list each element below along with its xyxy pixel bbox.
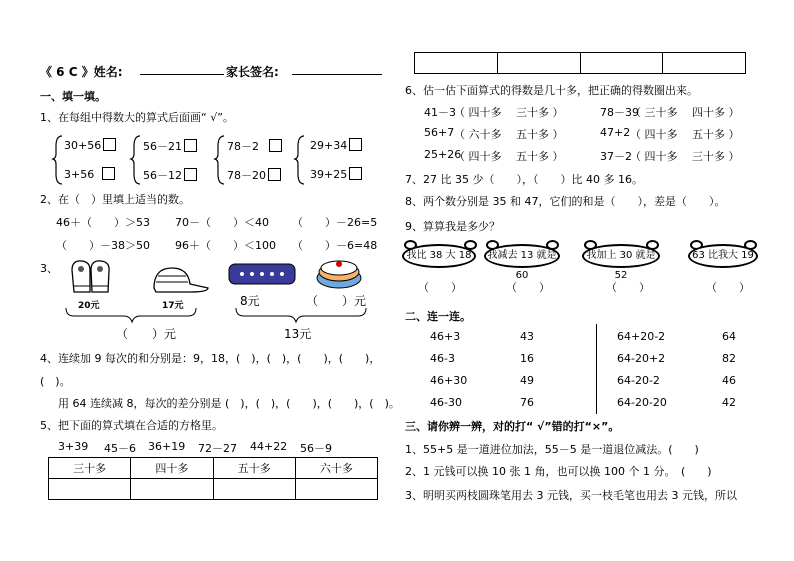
q9-text: 9、算算我是多少？	[405, 220, 500, 233]
q2-item[interactable]: （ ）－26=5	[292, 216, 378, 229]
q1-expr: 78－20	[227, 167, 281, 183]
q6-choices[interactable]: （ 四十多 三十多 ）	[454, 106, 564, 119]
q6-text: 6、估一估下面算式的得数是几十多，把正确的得数圈出来。	[405, 84, 698, 97]
gloves-price: 20元	[78, 301, 100, 311]
q6-choices[interactable]: （ 四十多 五十多 ）	[630, 128, 740, 141]
q6-expr: 56+7	[424, 126, 455, 139]
match-right-value[interactable]: 46	[722, 374, 736, 387]
judge-3[interactable]: 3、明明买两枝圆珠笔用去 3 元钱，买一枝毛笔也用去 3 元钱，所以	[405, 489, 737, 502]
q1-text: 1、在每组中得数大的算式后面画“ √”。	[40, 111, 234, 124]
q6-choices[interactable]: （ 四十多 五十多 ）	[454, 150, 564, 163]
q5-cell[interactable]	[213, 479, 295, 500]
cake-price[interactable]: （ ）元	[306, 294, 367, 308]
q5-table	[48, 457, 378, 500]
pencil-box-price: 8元	[240, 294, 260, 308]
q6-expr: 41－3	[424, 106, 456, 119]
match-left-expr[interactable]: 46+3	[430, 330, 461, 343]
q5-head: 四十多	[131, 458, 213, 479]
q1-expr: 78－2	[227, 138, 282, 154]
match-divider	[596, 324, 597, 414]
q2-item[interactable]: （ ）－6=48	[292, 239, 378, 252]
q6-expr: 78－39	[600, 106, 639, 119]
match-right-value[interactable]: 42	[722, 396, 736, 409]
q5-cell[interactable]	[295, 479, 377, 500]
q5-expr: 72－27	[198, 442, 237, 455]
score-cell[interactable]	[663, 53, 746, 74]
q9-oval: 63 比我大 19	[688, 244, 758, 268]
match-left-value[interactable]: 43	[520, 330, 534, 343]
q6-expr: 47+2	[600, 126, 631, 139]
q9-answer[interactable]: （ ）	[706, 281, 750, 294]
gloves-icon	[66, 256, 116, 296]
q3-total-braces	[64, 306, 384, 326]
match-right-value[interactable]: 82	[722, 352, 736, 365]
q1-expr: 56－12	[143, 167, 197, 183]
judge-1[interactable]: 1、55+5 是一道进位加法，55－5 是一道退位减法。( )	[405, 443, 699, 456]
q6-expr: 37－2	[600, 150, 632, 163]
cake-icon	[314, 256, 364, 290]
q5-cell[interactable]	[131, 479, 213, 500]
cap-price: 17元	[162, 301, 184, 311]
q6-choices[interactable]: （ 六十多 五十多 ）	[454, 128, 564, 141]
q9-answer[interactable]: （ ）	[418, 281, 462, 294]
cap-icon	[150, 264, 212, 296]
q9-oval: 我比 38 大 18	[402, 244, 476, 268]
answer-box[interactable]	[349, 167, 362, 180]
score-cell[interactable]	[415, 53, 498, 74]
answer-box[interactable]	[103, 138, 116, 151]
match-left-value[interactable]: 16	[520, 352, 534, 365]
match-right-expr[interactable]: 64-20-2	[617, 374, 660, 387]
header	[40, 63, 123, 80]
match-left-expr[interactable]: 46+30	[430, 374, 468, 387]
name-label: 姓名:	[93, 65, 123, 79]
match-right-expr[interactable]: 64-20+2	[617, 352, 666, 365]
q5-text: 5、把下面的算式填在合适的方格里。	[40, 419, 223, 432]
q5-head: 六十多	[295, 458, 377, 479]
q1-expr: 56－21	[143, 138, 197, 154]
section-2-title: 二、连一连。	[405, 310, 471, 323]
q9-answer[interactable]: （ ）	[606, 281, 650, 294]
judge-2[interactable]: 2、1 元钱可以换 10 张 1 角，也可以换 100 个 1 分。 ( )	[405, 465, 712, 478]
match-right-value[interactable]: 64	[722, 330, 736, 343]
match-left-value[interactable]: 49	[520, 374, 534, 387]
q4-line3: 用 64 连续减 8，每次的差分别是 ( )，( )，( )，( )，( )。	[58, 397, 400, 410]
q5-head: 五十多	[213, 458, 295, 479]
score-table	[414, 52, 746, 74]
score-cell[interactable]	[580, 53, 663, 74]
q1-expr: 3+56	[64, 167, 115, 181]
answer-box[interactable]	[184, 139, 197, 152]
match-left-value[interactable]: 76	[520, 396, 534, 409]
score-cell[interactable]	[497, 53, 580, 74]
match-left-expr[interactable]: 46-30	[430, 396, 462, 409]
match-right-expr[interactable]: 64-20-20	[617, 396, 667, 409]
q5-head: 三十多	[49, 458, 131, 479]
q5-expr: 44+22	[250, 440, 288, 453]
q3-total-left[interactable]: （ ）元	[116, 327, 177, 341]
q7-text: 7、27 比 35 少（ ），（ ）比 40 多 16。	[405, 173, 643, 186]
answer-box[interactable]	[184, 168, 197, 181]
section-1-title: 一、填一填。	[40, 90, 106, 103]
q9-oval: 我加上 30 就是 52	[582, 244, 660, 268]
answer-box[interactable]	[349, 138, 362, 151]
q2-item[interactable]: 46＋（ ）＞53	[56, 216, 150, 229]
q2-item[interactable]: （ ）－38＞50	[56, 239, 150, 252]
q6-expr: 25+26	[424, 148, 462, 161]
q5-expr: 36+19	[148, 440, 186, 453]
answer-box[interactable]	[268, 168, 281, 181]
q5-expr: 3+39	[58, 440, 89, 453]
parent-signature-field[interactable]	[292, 74, 382, 75]
class-label: 《 6 C 》	[40, 65, 94, 79]
q2-item[interactable]: 70－（ ）＜40	[175, 216, 269, 229]
pencil-box-icon	[228, 262, 296, 286]
q4-line2: ( )。	[40, 375, 71, 388]
answer-box[interactable]	[269, 139, 282, 152]
q3-number: 3、	[40, 262, 58, 275]
match-left-expr[interactable]: 46-3	[430, 352, 455, 365]
q1-expr: 39+25	[310, 167, 362, 181]
parent-signature-label: 家长签名:	[226, 65, 279, 79]
q2-item[interactable]: 96＋（ ）＜100	[175, 239, 276, 252]
name-field[interactable]	[140, 74, 224, 75]
q5-cell[interactable]	[49, 479, 131, 500]
section-3-title: 三、请你辨一辨，对的打“ √”错的打“×”。	[405, 420, 620, 433]
q4-line1: 4、连续加 9 每次的和分别是：9，18，( )，( )，( )，( )，	[40, 352, 381, 365]
q9-oval: 我减去 13 就是 60	[484, 244, 560, 268]
q9-answer[interactable]: （ ）	[506, 281, 550, 294]
q5-expr: 45－6	[104, 442, 136, 455]
answer-box[interactable]	[102, 167, 115, 180]
q6-choices[interactable]: （ 四十多 三十多 ）	[630, 150, 740, 163]
q3-total-right: 13元	[284, 327, 312, 341]
match-right-expr[interactable]: 64+20-2	[617, 330, 666, 343]
q6-choices[interactable]: （ 三十多 四十多 ）	[630, 106, 740, 119]
q1-expr: 29+34	[310, 138, 362, 152]
q8-text: 8、两个数分别是 35 和 47，它们的和是（ ），差是（ ）。	[405, 195, 726, 208]
q2-text: 2、在（ ）里填上适当的数。	[40, 193, 190, 206]
q1-expr: 30+56	[64, 138, 116, 152]
q5-expr: 56－9	[300, 442, 332, 455]
